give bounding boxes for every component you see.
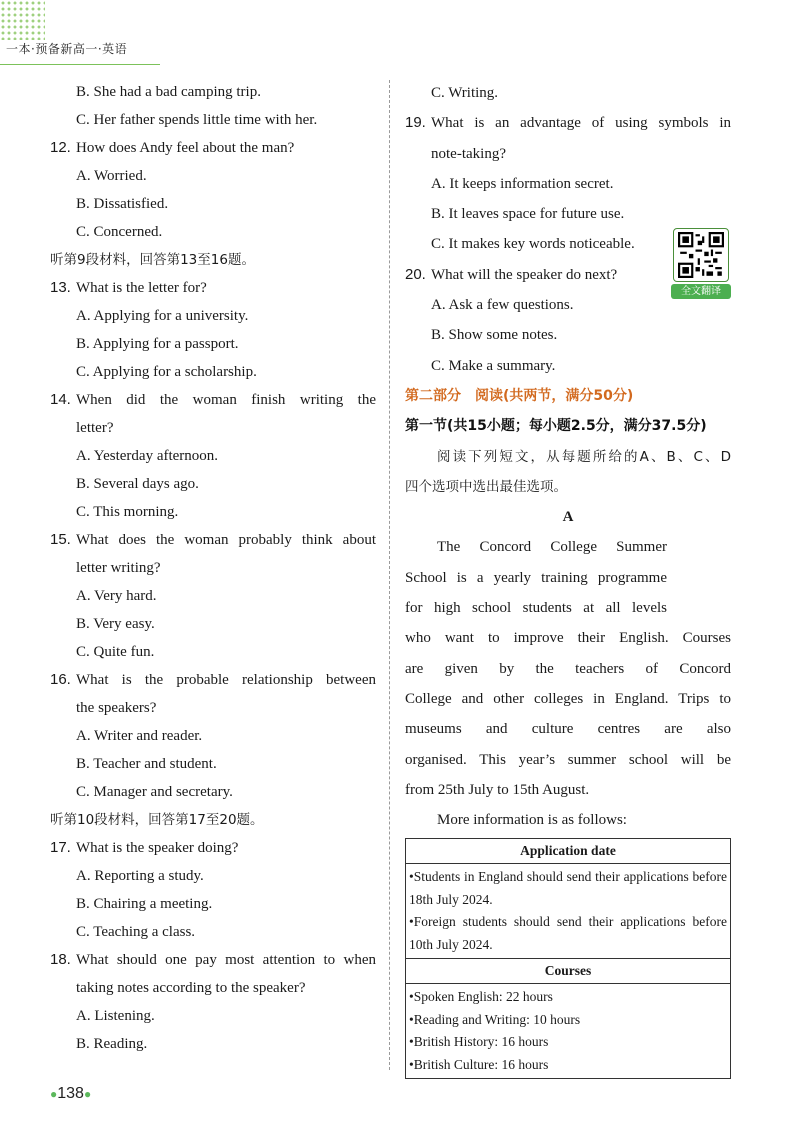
passage-line: who want to improve their English. Courses <box>405 630 731 647</box>
passage-line: College and other colleges in England. Trips to <box>405 690 731 707</box>
qr-code-widget[interactable] <box>671 228 731 301</box>
question-text-continued: note-taking? <box>431 145 506 162</box>
part2-title: 第二部分 阅读(共两节，满分50分) <box>405 387 634 404</box>
application-header: Application date <box>406 839 731 864</box>
q18-option-b: B. Reading. <box>76 1036 148 1052</box>
passage-line: for high school students at all levels <box>405 600 667 617</box>
question-number: 14. <box>50 391 71 408</box>
application-item: •Foreign students should send their applications before 10th July 2024. <box>409 914 727 952</box>
q13-option-b: B. Applying for a passport. <box>76 336 239 352</box>
question-text: What is the speaker doing? <box>76 840 239 856</box>
passage-line: School is a yearly training programme <box>405 569 667 586</box>
question-17 <box>50 834 376 862</box>
q20-option-a: A. Ask a few questions. <box>431 297 574 314</box>
info-table <box>405 838 731 1079</box>
q20-option-b: B. Show some notes. <box>431 327 558 344</box>
question-number: 15. <box>50 531 71 548</box>
question-text: What does the woman probably think about <box>76 532 376 548</box>
question-12 <box>50 134 376 162</box>
q14-option-b: B. Several days ago. <box>76 476 199 492</box>
application-item: •Students in England should send their applications before 18th July 2024. <box>409 869 727 907</box>
header-rule <box>0 64 160 65</box>
q19-option-c: C. It makes key words noticeable. <box>431 236 635 253</box>
qr-code-icon[interactable] <box>673 228 729 282</box>
reading-instruction-continued: 四个选项中选出最佳选项。 <box>405 478 567 495</box>
q17-option-c: C. Teaching a class. <box>76 924 196 940</box>
question-number: 19. <box>405 114 426 132</box>
question-text: When did the woman finish writing the <box>76 392 376 408</box>
decorative-dots <box>0 0 45 40</box>
more-info-line: More information is as follows: <box>437 812 627 829</box>
passage-line: from 25th July to 15th August. <box>405 781 590 798</box>
question-text: What should one pay most attention to when <box>76 952 376 968</box>
question-number: 17. <box>50 839 71 856</box>
q15-option-b: B. Very easy. <box>76 616 155 632</box>
courses-header: Courses <box>406 959 731 984</box>
question-text: How does Andy feel about the man? <box>76 140 295 156</box>
page-number <box>50 1085 91 1103</box>
book-title: 一本·预备新高一·英语 <box>6 42 128 56</box>
question-number: 16. <box>50 671 71 688</box>
bullet-dot-icon: ● <box>50 1087 58 1101</box>
q11-option-c: C. Her father spends little time with her. <box>76 112 318 128</box>
qr-label[interactable]: 全文翻译 <box>671 284 731 299</box>
question-13 <box>50 274 376 302</box>
passage10-instruction: 听第10段材料，回答第17至20题。 <box>50 812 264 828</box>
section1-title: 第一节(共15小题；每小题2.5分，满分37.5分) <box>405 418 707 435</box>
q16-option-c: C. Manager and secretary. <box>76 784 233 800</box>
passage-line: The Concord College Summer <box>437 539 667 556</box>
question-number: 12. <box>50 139 71 156</box>
question-19 <box>405 108 731 138</box>
question-text-continued: letter writing? <box>76 560 161 576</box>
q11-option-b: B. She had a bad camping trip. <box>76 84 261 100</box>
q18-option-a: A. Listening. <box>76 1008 155 1024</box>
q19-option-a: A. It keeps information secret. <box>431 175 614 192</box>
q15-option-a: A. Very hard. <box>76 588 157 604</box>
q15-option-c: C. Quite fun. <box>76 644 155 660</box>
course-item: •Spoken English: 22 hours <box>409 989 553 1004</box>
question-text-continued: letter? <box>76 420 114 436</box>
q12-option-c: C. Concerned. <box>76 224 163 240</box>
passage-line: museums and culture centres are also <box>405 721 731 738</box>
reading-instruction: 阅读下列短文，从每题所给的A、B、C、D <box>437 448 731 465</box>
q13-option-a: A. Applying for a university. <box>76 308 249 324</box>
column-divider <box>389 80 390 1070</box>
question-text: What is the probable relationship between <box>76 672 376 688</box>
question-text: What will the speaker do next? <box>431 266 618 283</box>
q16-option-a: A. Writer and reader. <box>76 728 203 744</box>
course-item: •Reading and Writing: 10 hours <box>409 1011 581 1027</box>
q16-option-b: B. Teacher and student. <box>76 756 217 772</box>
course-item: •British History: 16 hours <box>409 1034 549 1049</box>
question-18 <box>50 946 376 974</box>
question-text: What is an advantage of using symbols in <box>431 115 731 132</box>
course-item: •British Culture: 16 hours <box>409 1056 549 1072</box>
question-number: 18. <box>50 951 71 968</box>
q12-option-a: A. Worried. <box>76 168 147 184</box>
bullet-dot-icon: ● <box>83 1087 92 1101</box>
q17-option-b: B. Chairing a meeting. <box>76 896 213 912</box>
question-14 <box>50 386 376 414</box>
left-column <box>50 78 376 1058</box>
question-text: What is the letter for? <box>76 280 207 296</box>
passage-line: are given by the teachers of Concord <box>405 660 731 677</box>
q14-option-a: A. Yesterday afternoon. <box>76 448 219 464</box>
passage9-instruction: 听第9段材料，回答第13至16题。 <box>50 252 255 268</box>
question-text-continued: taking notes according to the speaker? <box>76 980 306 996</box>
question-15 <box>50 526 376 554</box>
question-number: 13. <box>50 279 71 296</box>
passage-letter: A <box>562 509 574 526</box>
application-items <box>406 864 731 959</box>
passage-line: organised. This year’s summer school will be <box>405 751 731 768</box>
q19-option-b: B. It leaves space for future use. <box>431 206 625 223</box>
courses-items <box>406 984 731 1079</box>
q18-option-c: C. Writing. <box>431 85 499 101</box>
page-number-text: 138 <box>57 1085 84 1102</box>
q20-option-c: C. Make a summary. <box>431 357 556 374</box>
q17-option-a: A. Reporting a study. <box>76 868 204 884</box>
question-number: 20. <box>405 265 426 283</box>
question-16 <box>50 666 376 694</box>
q13-option-c: C. Applying for a scholarship. <box>76 364 257 380</box>
right-column <box>405 78 731 835</box>
question-text-continued: the speakers? <box>76 700 157 716</box>
q12-option-b: B. Dissatisfied. <box>76 196 169 212</box>
q14-option-c: C. This morning. <box>76 504 179 520</box>
